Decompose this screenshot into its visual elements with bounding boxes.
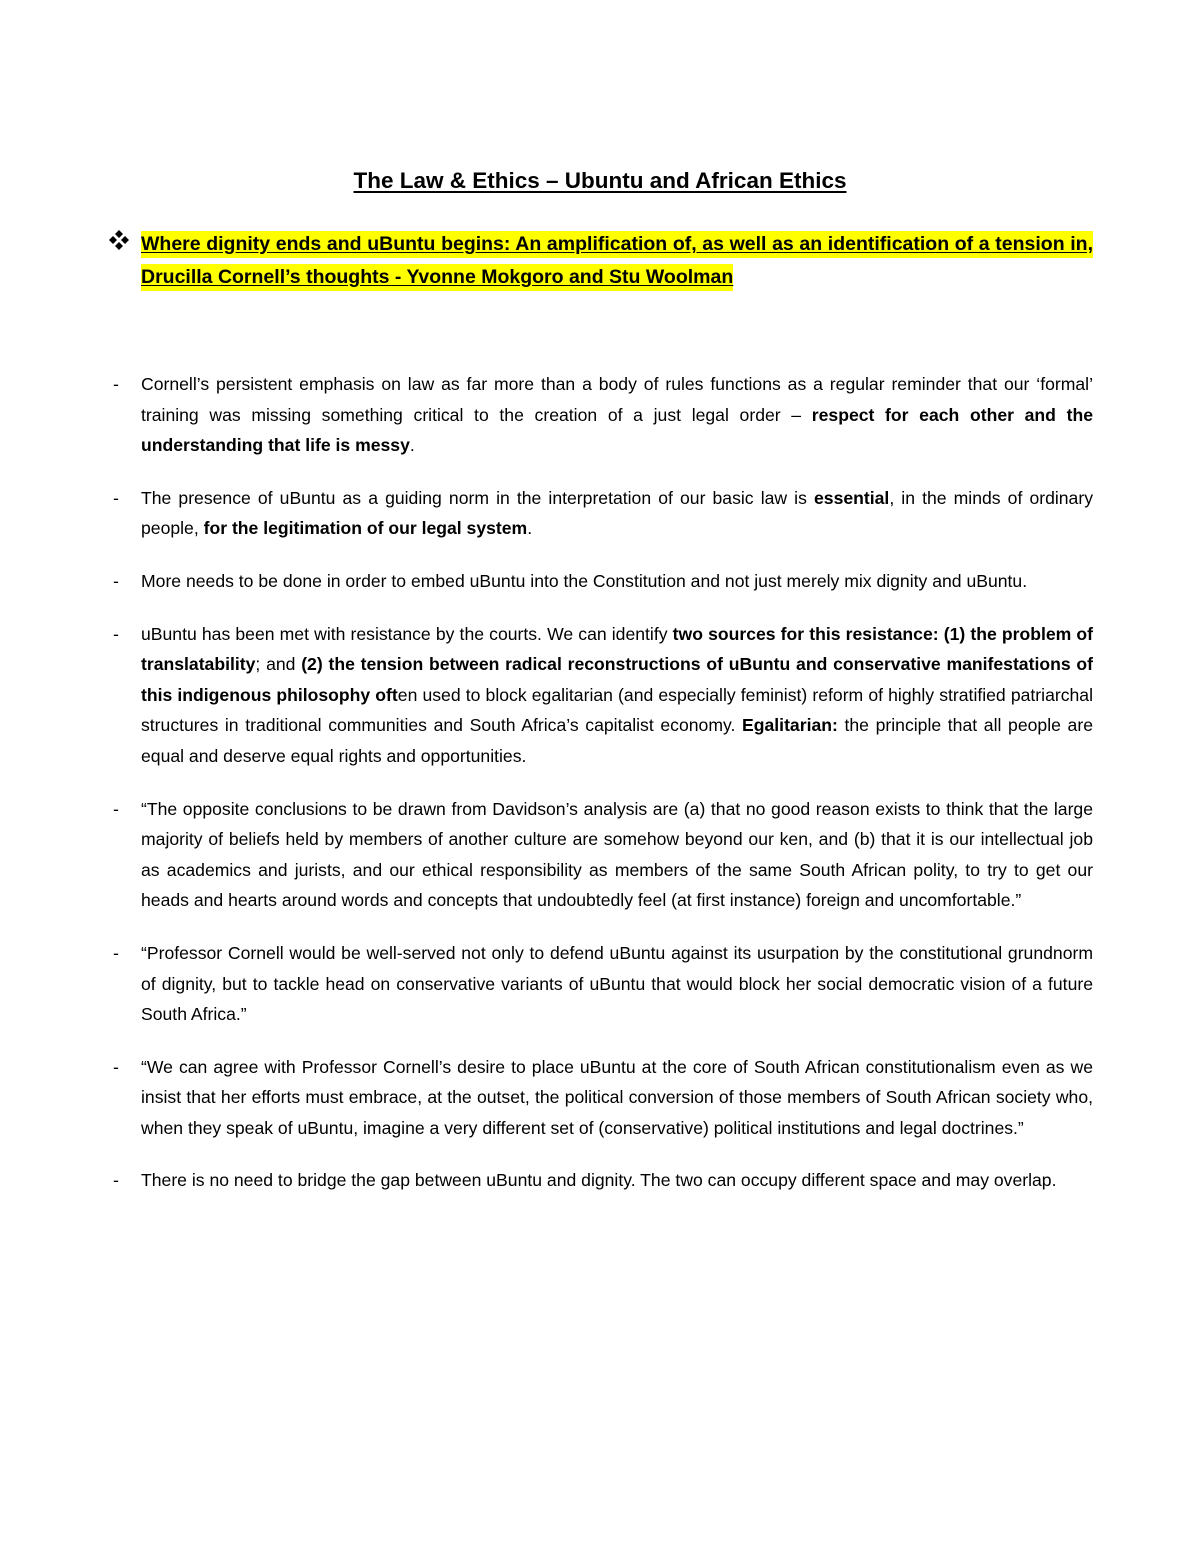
document-title: The Law & Ethics – Ubuntu and African Ethics (353, 168, 847, 193)
body-text: “The opposite conclusions to be drawn from Davidson’s analysis are (a) that no good reason exists to think that the large majority of beliefs held by members of another culture are somehow beyond our ken, and (b) that it is our intellectual job as academics and jurists, and our ethical responsibility as members of the same South African polity, to try to get our heads and hearts around words and concepts that undoubtedly feel (at first instance) foreign and uncomfortable.” (141, 798, 1093, 911)
bullet-list (111, 369, 1093, 1218)
dash-marker: - (113, 570, 119, 591)
dash-marker: - (113, 374, 119, 394)
list-item (111, 938, 1093, 1030)
body-text: , in the minds of ordinary people, (141, 487, 1094, 539)
section-heading (108, 228, 1093, 294)
body-text: The presence of uBuntu as a guiding norm in the interpretation of our basic law is (141, 487, 814, 508)
list-item (111, 1052, 1093, 1144)
list-item (111, 619, 1093, 772)
dash-marker: - (113, 623, 119, 644)
bold-text: respect for each other and the understanding that life is messy (141, 404, 1093, 456)
body-text: There is no need to bridge the gap between uBuntu and dignity. The two can occupy different space and may overlap. (141, 1170, 1057, 1191)
dash-marker: - (113, 798, 119, 819)
body-text: . (527, 518, 533, 539)
bold-text: for the legitimation of our legal system (203, 518, 528, 539)
bold-text: Egalitarian: (742, 715, 838, 736)
diamond-bullet-icon (108, 229, 130, 251)
list-item (111, 1165, 1093, 1196)
list-item (111, 483, 1093, 544)
body-text: “We can agree with Professor Cornell’s desire to place uBuntu at the core of South African constitutionalism even as we insist that her efforts must embrace, at the outset, the political conversion of those members of South African society who, when they speak of uBuntu, imagine a very different set of (conservative) political institutions and legal doctrines.” (141, 1056, 1093, 1138)
body-text: the principle that all people are equal and deserve equal rights and opportunities. (141, 715, 1093, 766)
section-heading-text (141, 228, 1093, 294)
dash-marker: - (113, 942, 119, 963)
body-text: ; and (255, 654, 302, 675)
list-item (111, 369, 1093, 461)
list-item (111, 794, 1093, 916)
body-text: en used to block egalitarian (and especially feminist) reform of highly stratified patriarchal structures in traditional communities and South Africa’s capitalist economy. (141, 684, 1093, 736)
list-item (111, 566, 1093, 597)
dash-marker: - (113, 1056, 119, 1077)
body-text: Cornell’s persistent emphasis on law as far more than a body of rules functions as a regular reminder that our ‘formal’ training was missing something critical to the creation of a just legal order – (141, 374, 1093, 425)
body-text: . (409, 435, 415, 456)
bold-text: (2) the tension between radical reconstructions of uBuntu and conservative manifestations of this indigenous philosophy oft (141, 654, 1093, 705)
dash-marker: - (113, 1170, 119, 1191)
body-text: uBuntu has been met with resistance by the courts. We can identify (141, 623, 673, 644)
bold-text: two sources for this resistance: (1) the problem of translatability (141, 623, 1094, 675)
body-text: “Professor Cornell would be well-served not only to defend uBuntu against its usurpation by the constitutional grundnorm of dignity, but to tackle head on conservative variants of uBuntu that would block her social democratic vision of a future South Africa.” (141, 942, 1093, 1025)
bold-text: essential (814, 487, 890, 508)
highlighted-heading: Where dignity ends and uBuntu begins: An amplification of, as well as an identification of a tension in, Drucilla Cornell’s thoughts - Yvonne Mokgoro and Stu Woolman (141, 231, 1093, 291)
dash-marker: - (113, 487, 119, 508)
body-text: More needs to be done in order to embed uBuntu into the Constitution and not just merely mix dignity and uBuntu. (141, 570, 1028, 591)
